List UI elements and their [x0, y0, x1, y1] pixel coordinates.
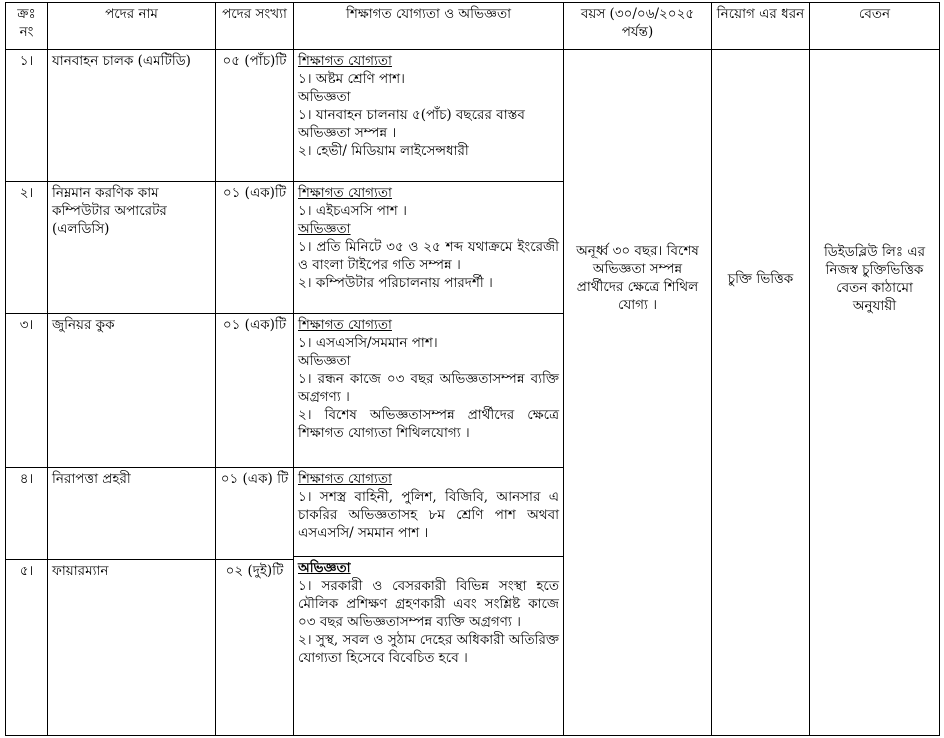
- header-serial: ক্রঃ নং: [6, 3, 48, 50]
- age-cell: [564, 50, 712, 736]
- age-text: অনূর্ধ্ব ৩০ বছর। বিশেষ অভিজ্ঞতা সম্পন্ন প্রার্থীদের ক্ষেত্রে শিথিল যোগ্য ।: [576, 242, 699, 313]
- post-name-cell: নিম্নমান করণিক কাম কম্পিউটার অপারেটর (এলডিসি): [48, 182, 216, 314]
- header-salary: বেতন: [810, 3, 940, 50]
- header-age: বয়স (৩০/০৬/২০২৫ পর্যন্ত): [564, 3, 712, 50]
- edu-title: শিক্ষাগত যোগ্যতা: [298, 185, 392, 201]
- serial-cell: ১।: [6, 50, 48, 182]
- post-name-cell: ফায়ারম্যান: [48, 560, 216, 736]
- edu-item: ১। এসএসসি/সমমান পাশ।: [298, 335, 438, 351]
- header-appointment-type: নিয়োগ এর ধরন: [712, 3, 810, 50]
- exp-item: ১। সরকারী ও বেসরকারী বিভিন্ন সংস্থা হতে মৌলিক প্রশিক্ষণ গ্রহণকারী এবং সংশ্লিষ্ট কাজে ০৩ বছর অভিজ্ঞতাসম্পন্ন ব্যক্তি অগ্রগণ্য ।: [298, 578, 559, 630]
- header-qualification: শিক্ষাগত যোগ্যতা ও অভিজ্ঞতা: [294, 3, 564, 50]
- salary-cell: [810, 50, 940, 736]
- post-name-cell: নিরাপত্তা প্রহরী: [48, 468, 216, 560]
- edu-item: ১। এইচএসসি পাশ ।: [298, 203, 407, 219]
- exp-item: ১। প্রতি মিনিটে ৩৫ ও ২৫ শব্দ যথাক্রমে ইংরেজী ও বাংলা টাইপের গতি সম্পন্ন ।: [298, 239, 559, 273]
- post-count-cell: ০৫ (পাঁচ)টি: [216, 50, 294, 182]
- table-row: [6, 50, 940, 182]
- exp-title: অভিজ্ঞতা: [298, 89, 351, 105]
- edu-title: শিক্ষাগত যোগ্যতা: [298, 317, 392, 333]
- serial-cell: ৫।: [6, 560, 48, 736]
- exp-item: ১। রন্ধন কাজে ০৩ বছর অভিজ্ঞতাসম্পন্ন ব্যক্তি অগ্রগণ্য ।: [298, 371, 559, 405]
- exp-title: অভিজ্ঞতা: [298, 560, 351, 576]
- qualification-cell: [294, 314, 564, 468]
- exp-item: ২। বিশেষ অভিজ্ঞতাসম্পন্ন প্রার্থীদের ক্ষেত্রে শিক্ষাগত যোগ্যতা শিথিলযোগ্য ।: [298, 407, 559, 441]
- post-name-cell: জুনিয়র কুক: [48, 314, 216, 468]
- post-name-cell: যানবাহন চালক (এমটিডি): [48, 50, 216, 182]
- exp-title: অভিজ্ঞতা: [298, 221, 351, 237]
- recruitment-table: [5, 2, 940, 736]
- appointment-type-text: চুক্তি ভিত্তিক: [727, 270, 794, 287]
- shared-exp-block: [294, 557, 563, 669]
- serial-cell: ৪।: [6, 468, 48, 560]
- exp-item: ২। কম্পিউটার পরিচালনায় পারদর্শী ।: [298, 275, 493, 291]
- edu-title: শিক্ষাগত যোগ্যতা: [298, 53, 392, 69]
- exp-title: অভিজ্ঞতা: [298, 353, 351, 369]
- shared-qualification-cell: [294, 468, 564, 736]
- post-count-cell: ০১ (এক)টি: [216, 182, 294, 314]
- header-row: [6, 3, 940, 50]
- edu-item: ১। সশস্ত্র বাহিনী, পুলিশ, বিজিবি, আনসার এ চাকরির অভিজ্ঞতাসহ ৮ম শ্রেণি পাশ অথবা এসএসসি/ সমমান পাশ ।: [298, 489, 559, 541]
- exp-item: ২। হেভী/ মিডিয়াম লাইসেন্সধারী: [298, 143, 469, 159]
- edu-title: শিক্ষাগত যোগ্যতা: [298, 471, 392, 487]
- serial-cell: ৩।: [6, 314, 48, 468]
- header-post-count: পদের সংখ্যা: [216, 3, 294, 50]
- serial-cell: ২।: [6, 182, 48, 314]
- post-count-cell: ০১ (এক) টি: [216, 468, 294, 560]
- post-count-cell: ০১ (এক)টি: [216, 314, 294, 468]
- salary-text: ডিইডব্লিউ লিঃ এর নিজস্ব চুক্তিভিত্তিক বেতন কাঠামো অনুযায়ী: [823, 243, 926, 314]
- qualification-cell: [294, 50, 564, 182]
- exp-item: ২। সুস্থ, সবল ও সুঠাম দেহের অধিকারী অতিরিক্ত যোগ্যতা হিসেবে বিবেচিত হবে ।: [298, 632, 559, 666]
- edu-item: ১। অষ্টম শ্রেণি পাশ।: [298, 71, 405, 87]
- header-post-name: পদের নাম: [48, 3, 216, 50]
- exp-item: ১। যানবাহন চালনায় ৫(পাঁচ) বছরের বাস্তব অভিজ্ঞতা সম্পন্ন ।: [298, 107, 525, 141]
- post-count-cell: ০২ (দুই)টি: [216, 560, 294, 736]
- qualification-cell: [294, 182, 564, 314]
- shared-edu-block: [294, 468, 563, 557]
- appointment-type-cell: [712, 50, 810, 736]
